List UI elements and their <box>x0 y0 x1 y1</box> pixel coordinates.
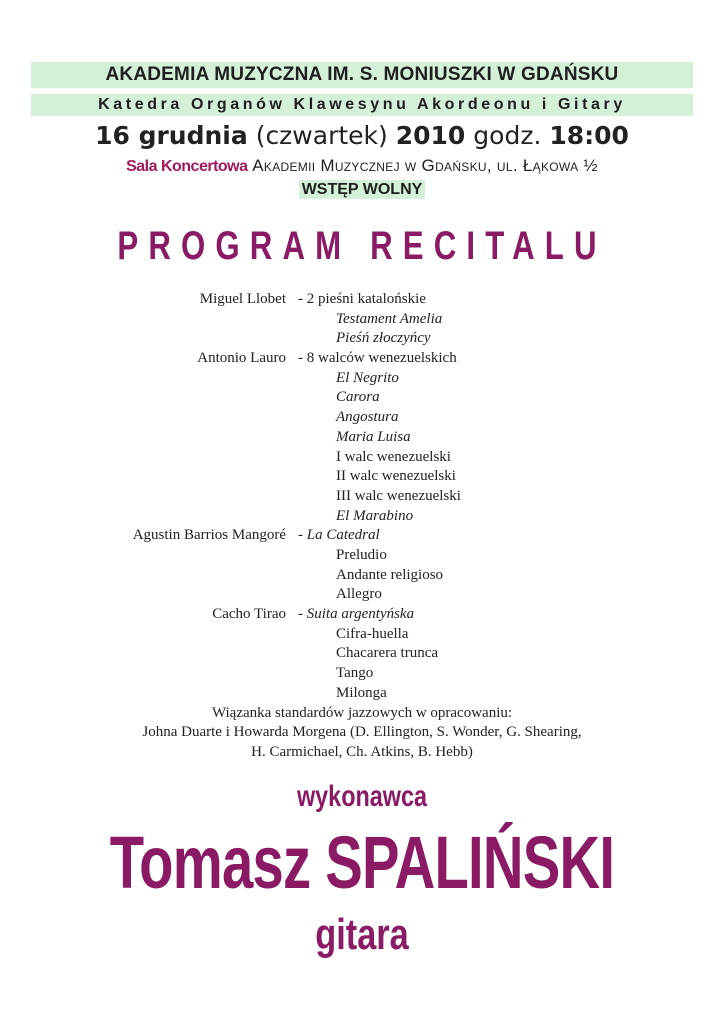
program-item-row <box>0 369 724 389</box>
program-item: Andante religioso <box>336 566 444 583</box>
venue-address: Akademii Muzycznej w Gdańsku, ul. Łąkowa ½ <box>252 156 598 175</box>
program-title: PROGRAM RECITALU <box>117 224 607 268</box>
event-year: 2010 <box>395 121 466 150</box>
program-item-row <box>0 566 724 586</box>
work-dash: - <box>298 350 307 367</box>
program-item: Maria Luisa <box>336 428 411 445</box>
program-item: El Negrito <box>336 369 399 386</box>
program-item-row <box>0 329 724 349</box>
composer-name: Antonio Lauro <box>197 350 286 367</box>
academy-name-text: AKADEMIA MUZYCZNA IM. S. MONIUSZKI W GDAŃSKU <box>31 62 693 88</box>
program-entry <box>0 349 724 369</box>
event-day: 16 grudnia <box>95 121 248 150</box>
composer-name: Cacho Tirao <box>212 606 286 622</box>
work-dash: - <box>298 291 307 307</box>
performer-name: Tomasz SPALIŃSKI <box>109 821 615 904</box>
composer-name: Miguel Llobet <box>199 291 286 307</box>
program-item: Tango <box>336 665 374 682</box>
work-title-text: Suita argentyńska <box>306 606 415 622</box>
academy-name <box>0 62 724 88</box>
program-item-row <box>0 487 724 507</box>
program-item: Pieśń złoczyńcy <box>336 330 431 347</box>
program-item: Chacarera trunca <box>336 645 439 662</box>
program-item-row <box>0 408 724 428</box>
jazz-medley-line: H. Carmichael, Ch. Atkins, B. Hebb) <box>251 744 473 761</box>
admission-text: WSTĘP WOLNY <box>299 180 426 199</box>
composer-name: Agustin Barrios Mangoré <box>132 527 286 544</box>
program-item-row <box>0 585 724 605</box>
work-dash: - <box>298 606 307 622</box>
program-item-row <box>0 507 724 527</box>
program-item-row <box>0 684 724 704</box>
performer-label: wykonawca <box>296 780 428 813</box>
program-item-row <box>0 467 724 487</box>
program-item: Testament Amelia <box>336 310 443 327</box>
program-entry <box>0 526 724 546</box>
program-item-row <box>0 310 724 330</box>
work-title <box>298 290 426 310</box>
venue-hall: Sala Koncertowa <box>126 158 248 175</box>
admission-note <box>0 181 724 199</box>
event-weekday: (czwartek) <box>255 121 388 150</box>
department-name-text: Katedra Organów Klawesynu Akordeonu i Gitary <box>31 94 693 116</box>
program-item: Allegro <box>336 586 382 603</box>
program-item: Cifra-huella <box>336 625 409 642</box>
program-item: Milonga <box>336 684 387 701</box>
program-item-row <box>0 388 724 408</box>
work-title-text: 2 pieśni katalońskie <box>306 291 426 307</box>
department-name <box>0 94 724 116</box>
program-item: II walc wenezuelski <box>336 468 456 485</box>
program-entry <box>0 290 724 310</box>
program-item-row <box>0 644 724 664</box>
program-item-row <box>0 428 724 448</box>
program-item-row <box>0 546 724 566</box>
performer-instrument: gitara <box>315 910 409 959</box>
event-date <box>0 121 724 150</box>
work-dash: - <box>298 527 307 544</box>
program-item: El Marabino <box>336 507 414 524</box>
work-title <box>298 526 380 546</box>
program-item: Angostura <box>336 409 399 426</box>
program-item: III walc wenezuelski <box>336 487 461 504</box>
jazz-medley-line: Johna Duarte i Howarda Morgena (D. Ellington, S. Wonder, G. Shearing, <box>142 724 582 741</box>
program-entry <box>0 605 724 625</box>
program-item: Preludio <box>336 546 387 563</box>
program-item-row <box>0 448 724 468</box>
program-item-row <box>0 664 724 684</box>
program-item: I walc wenezuelski <box>336 448 451 465</box>
program-item: Carora <box>336 389 380 406</box>
work-title <box>298 349 457 369</box>
work-title <box>298 605 414 625</box>
program-item-row <box>0 625 724 645</box>
jazz-medley-line: Wiązanka standardów jazzowych w opracowaniu: <box>211 704 513 721</box>
work-title-text: 8 walców wenezuelskich <box>306 350 457 367</box>
work-title-text: La Catedral <box>306 527 380 544</box>
event-venue <box>0 156 724 176</box>
program-list <box>0 290 724 703</box>
event-time-label: godz. <box>473 121 542 150</box>
event-time: 18:00 <box>549 121 629 150</box>
